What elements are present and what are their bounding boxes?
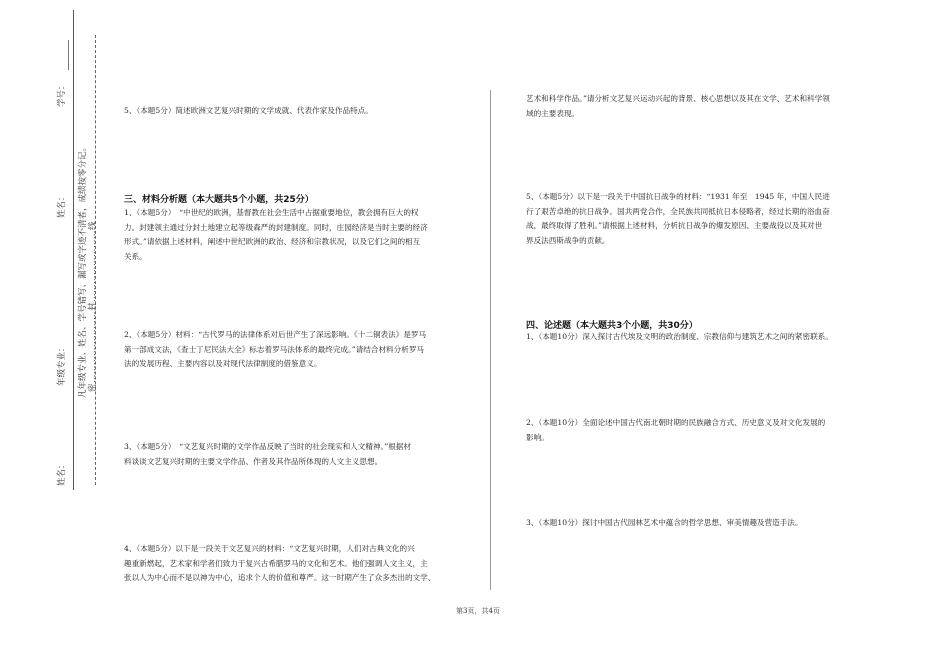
text-line: 关系。 [124,251,147,261]
text-line: 趣重新燃起，艺术家和学者们致力于复兴古希腊罗马的文化和艺术。他们强调人文主义，主 [124,558,428,568]
essay-question-2 [526,416,825,445]
text-line: 1、（本题5分） “中世纪的欧洲，基督教在社会生活中占据重要地位，教会拥有巨大的权 [124,208,419,217]
question-5-essay: 5、（本题5分）简述欧洲文艺复兴时期的文学成就、代表作家及作品特点。 [124,106,373,115]
text-line: 第一部成文法，《查士丁尼民法大全》标志着罗马法体系的最终完成。”请结合材料分析罗马 [124,344,425,354]
text-line: 料谈谈文艺复兴时期的主要文学作品、作者及其作品所体现的人文主义思想。 [124,456,383,466]
text-line: 形式。”请依据上述材料，阐述中世纪欧洲的政治、经济和宗教状况，以及它们之间的相互 [124,237,421,246]
text-line: 战，最终取得了胜利。”请根据上述材料，分析抗日战争的爆发原因、主要战役以及其对世 [526,221,823,230]
column-divider [490,90,491,590]
student-id-blank [68,40,69,70]
material-question-1 [124,206,428,264]
school-label: 姓名： [57,460,67,486]
section-4-title: 四、论述题（本大题共3个小题，共30分） [526,321,698,331]
text-line: 影响。 [526,432,549,442]
material-question-4 [124,542,435,586]
text-line: 行了艰苦卓绝的抗日战争。国共两党合作，全民族共同抵抗日本侵略者，经过长期的浴血奋 [526,206,830,216]
text-line: 3、（本题5分） “文艺复兴时期的文学作品反映了当时的社会现实和人文精神。”根据材 [124,442,411,451]
text-line: 4、（本题5分）以下是一段关于文艺复兴的材料：“文艺复兴时期，人们对古典文化的兴 [124,544,415,553]
binding-notice-outer: 密……………………封……………………线 [88,220,98,392]
text-line: 2、（本题5分）材料：“古代罗马的法律体系对后世产生了深远影响。《十二铜表法》是罗马 [124,330,427,339]
text-line: 2、（本题10分）全面论述中国古代南北朝时期的民族融合方式、历史意义及对文化发展的 [526,418,826,427]
text-line: 张以人为中心而不是以神为中心，追求个人的价值和尊严。这一时期产生了众多杰出的文学、 [124,573,436,582]
material-question-4-continued [526,92,830,121]
binding-solid-line [73,10,74,490]
student-id-label: 学号： [57,81,67,107]
text-line: 艺术和科学作品。”请分析文艺复兴运动兴起的背景、核心思想以及其在文学、艺术和科学领 [526,94,830,103]
essay-question-1: 1、（本题10分）深入探讨古代埃及文明的政治制度、宗教信仰与建筑艺术之间的紧密联系。 [526,332,833,341]
material-question-3 [124,440,411,469]
text-line: 界反法西斯战争的贡献。 [526,235,610,245]
material-question-2 [124,328,426,372]
material-question-5 [526,190,830,248]
essay-question-3: 3、（本题10分）探讨中国古代园林艺术中蕴含的哲学思想、审美情趣及营造手法。 [526,518,803,527]
text-line: 力。封建领主通过分封土地建立起等级森严的封建制度。同时，庄园经济是当时主要的经济 [124,222,428,232]
binding-notice-inner: 凡年级专业、姓名、学号错写、漏写或字迹不清者，成绩按零分记。 [78,142,88,398]
text-line: 法的发展历程、主要内容以及对现代法律制度的借鉴意义。 [124,359,322,368]
text-line: 域的主要表现。 [526,108,580,118]
section-3-title: 三、材料分析题（本大题共5个小题，共25分） [124,195,314,205]
major-label: 年级专业： [57,343,67,386]
page-number: 第3页，共4页 [456,607,500,615]
text-line: 5、（本题5分）以下是一段关于中国抗日战争的材料：“1931 年至 1945 年，中国人民进 [526,192,830,201]
name-label: 姓名： [57,192,67,218]
